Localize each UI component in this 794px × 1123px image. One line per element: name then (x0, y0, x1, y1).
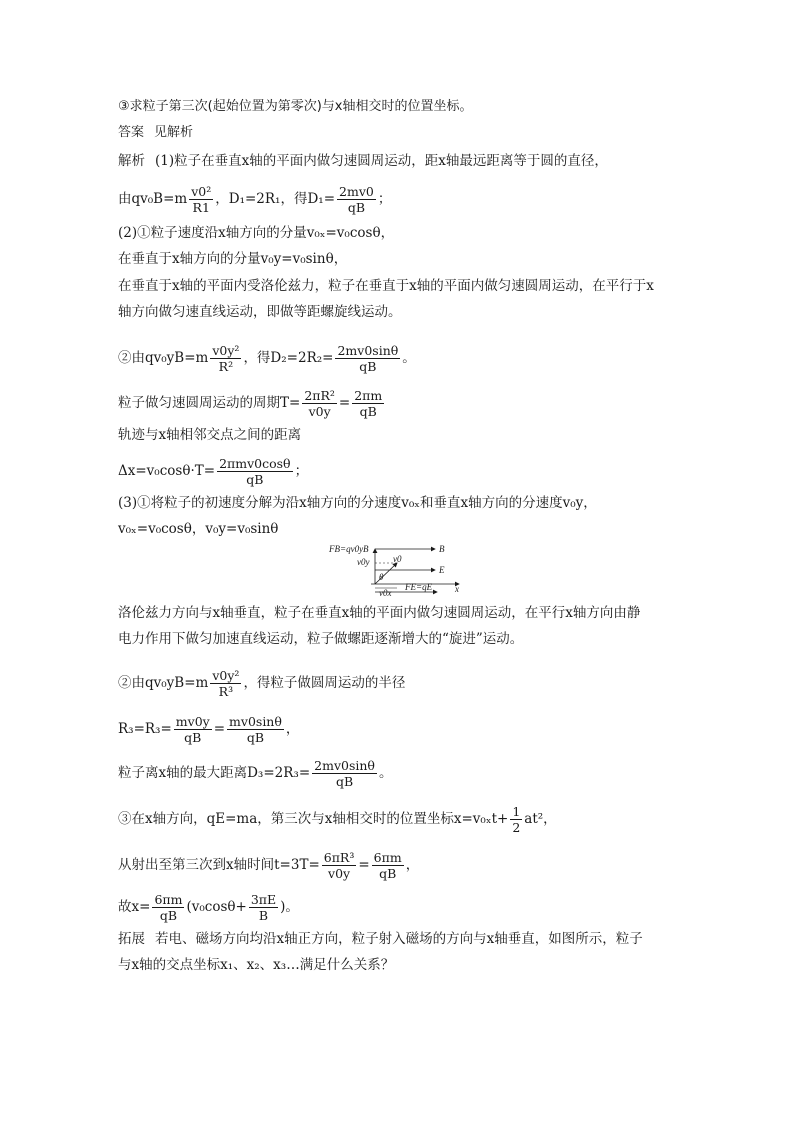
analysis-line-9: 轨迹与x轴相邻交点之间的距离 (118, 427, 302, 443)
answer-text: 见解析 (154, 125, 194, 140)
formula-r3-value (118, 714, 299, 745)
text: = (213, 721, 226, 737)
numerator: 2mv0 (339, 184, 374, 199)
fraction (335, 343, 400, 374)
denominator: v0y (308, 404, 331, 419)
fraction (174, 714, 212, 745)
text: R₃=R₃= (118, 721, 172, 737)
fraction (302, 388, 337, 419)
answer-label: 答案 (118, 125, 145, 140)
fraction (352, 388, 384, 419)
analysis-line-14: 电力作用下做匀加速直线运动，粒子做螺距逐渐增大的“旋进”运动。 (118, 631, 524, 647)
label-v0: v0 (393, 554, 402, 564)
text: ， (285, 721, 300, 737)
denominator: 2 (512, 820, 521, 835)
fraction (312, 758, 377, 789)
numerator: v0y² (212, 668, 240, 683)
fraction (510, 804, 522, 835)
text: ②由qv₀yB=m (118, 675, 209, 691)
numerator: 6πm (373, 850, 402, 865)
fraction (189, 184, 213, 215)
numerator: 2πmv0cosθ (219, 456, 291, 471)
label-e: E (439, 565, 445, 575)
fraction (217, 456, 293, 487)
text: = (338, 395, 351, 411)
text: )。 (280, 899, 299, 915)
text: Δx=v₀cosθ·T= (118, 463, 216, 479)
text: 故x= (118, 899, 151, 915)
label-v0x: v0x (379, 588, 392, 598)
extension-line-2: 与x轴的交点坐标x₁、x₂、x₃…满足什么关系？ (118, 957, 395, 973)
text: ②由qv₀yB=m (118, 350, 209, 366)
text: ； (294, 463, 309, 479)
text: (v₀cosθ+ (186, 899, 247, 915)
denominator: qB (184, 730, 202, 745)
text: ，得粒子做圆周运动的半径 (243, 675, 406, 691)
text: = (358, 857, 370, 873)
denominator: qB (347, 200, 366, 215)
label-fe: FE=qE (405, 582, 433, 592)
label-fb: FB=qv0yB (329, 544, 369, 554)
formula-r3 (118, 668, 405, 699)
denominator: qB (246, 472, 264, 487)
label-v0y: v0y (357, 557, 370, 567)
force-diagram-svg (327, 540, 472, 600)
fraction (210, 343, 241, 374)
force-diagram (327, 540, 472, 600)
denominator: qB (335, 774, 354, 789)
formula-period (118, 388, 386, 419)
fraction (210, 668, 241, 699)
analysis-line-3: (2)①粒子速度沿x轴方向的分量v₀ₓ=v₀cosθ， (118, 225, 395, 241)
numerator: 6πm (154, 892, 183, 907)
fraction (322, 850, 357, 881)
numerator: v0y² (212, 343, 240, 358)
numerator: 2mv0sinθ (314, 758, 375, 773)
text: ，D₁=2R₁，得D₁= (215, 191, 336, 207)
formula-x-position (118, 804, 557, 835)
numerator: 1 (512, 804, 521, 819)
label-b: B (439, 544, 445, 554)
numerator: 2πm (354, 388, 383, 403)
text: 粒子做匀速圆周运动的周期T= (118, 395, 301, 411)
text: 。 (378, 765, 393, 781)
fraction (337, 184, 376, 215)
answer-line (118, 124, 193, 142)
analysis-label: 解析 (118, 153, 145, 169)
text: 从射出至第三次到x轴时间t=3T= (118, 857, 320, 873)
denominator: qB (379, 866, 397, 881)
text: ， (405, 857, 420, 873)
numerator: 2πR² (304, 388, 335, 403)
text: 由qv₀B=m (118, 191, 188, 207)
fraction (152, 892, 184, 923)
label-x: x (455, 584, 459, 594)
denominator: R1 (192, 200, 210, 215)
text: at²， (524, 811, 557, 827)
text: 。 (402, 350, 416, 366)
numerator: v0² (191, 184, 212, 199)
numerator: 6πR³ (323, 850, 355, 865)
formula-d2 (118, 343, 416, 374)
analysis-text-1: (1)粒子在垂直x轴的平面内做匀速圆周运动，距x轴最远距离等于圆的直径， (155, 153, 608, 169)
formula-time (118, 850, 419, 881)
denominator: R³ (218, 684, 234, 699)
text: ，得D₂=2R₂= (243, 350, 334, 366)
formula-result (118, 892, 299, 923)
analysis-line-5: 在垂直于x轴的平面内受洛伦兹力，粒子在垂直于x轴的平面内做匀速圆周运动，在平行于x (118, 278, 654, 294)
numerator: 2mv0sinθ (337, 343, 399, 358)
denominator: v0y (328, 866, 351, 881)
text: ③在x轴方向，qE=ma，第三次与x轴相交时的位置坐标x=v₀ₓt+ (118, 811, 509, 827)
fraction (227, 714, 284, 745)
extension-text-1: 若电、磁场方向均沿x轴正方向，粒子射入磁场的方向与x轴垂直，如图所示，粒子 (155, 931, 643, 947)
text: ； (377, 191, 392, 207)
numerator: mv0sinθ (229, 714, 282, 729)
denominator: R² (218, 359, 234, 374)
fraction (249, 892, 278, 923)
question-3: ③求粒子第三次(起始位置为第零次)与x轴相交时的位置坐标。 (118, 99, 473, 114)
fraction (372, 850, 404, 881)
analysis-line-6: 轴方向做匀速直线运动，即做等距螺旋线运动。 (118, 304, 402, 320)
denominator: qB (159, 908, 178, 923)
numerator: mv0y (175, 714, 210, 729)
analysis-line-1 (118, 152, 608, 170)
extension-label: 拓展 (118, 931, 145, 947)
analysis-line-13: 洛伦兹力方向与x轴垂直，粒子在垂直x轴的平面内做匀速圆周运动，在平行x轴方向由静 (118, 605, 641, 621)
numerator: 3πE (250, 892, 277, 907)
text: 粒子离x轴的最大距离D₃=2R₃= (118, 765, 311, 781)
analysis-line-12: v₀ₓ=v₀cosθ，v₀y=v₀sinθ (118, 521, 279, 537)
denominator: B (258, 908, 269, 923)
formula-d3 (118, 758, 392, 789)
denominator: qB (359, 359, 377, 374)
formula-delta-x (118, 456, 308, 487)
analysis-line-4: 在垂直于x轴方向的分量v₀y=v₀sinθ， (118, 251, 348, 267)
denominator: qB (246, 730, 265, 745)
formula-d1 (118, 184, 391, 215)
denominator: qB (359, 404, 377, 419)
extension-line-1 (118, 930, 643, 948)
label-theta: θ (379, 572, 384, 582)
analysis-line-11: (3)①将粒子的初速度分解为沿x轴方向的分速度v₀ₓ和垂直x轴方向的分速度v₀y， (118, 495, 597, 511)
